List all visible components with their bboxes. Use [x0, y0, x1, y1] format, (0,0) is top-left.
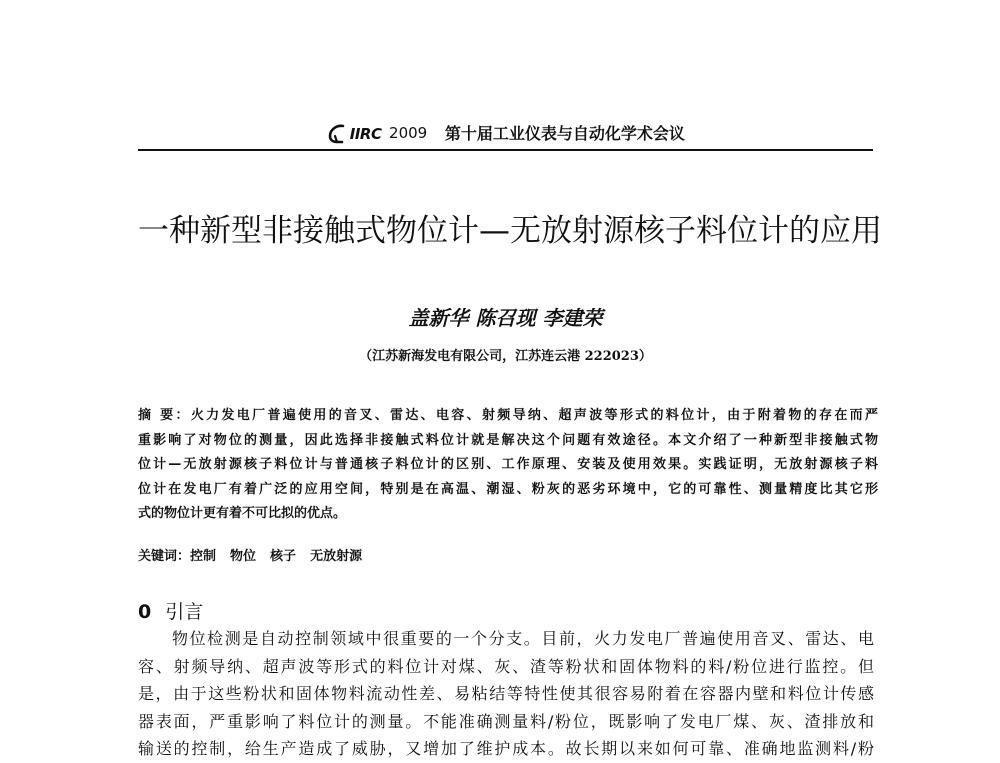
affiliation: （江苏新海发电有限公司，江苏连云港 222023） [359, 349, 652, 364]
section-heading [138, 598, 203, 626]
body-text [138, 625, 874, 763]
section-number: 0 [138, 601, 152, 623]
conference-logo-icon [326, 123, 348, 145]
running-header [138, 119, 873, 147]
body-line: 物位检测是自动控制领域中很重要的一个分支。目前，火力发电厂普遍使用音叉、雷达、电 [172, 629, 874, 648]
keyword-item: 控制 [190, 549, 217, 564]
header-year: 2009 [389, 124, 428, 143]
keywords-label: 关键词： [138, 549, 191, 564]
keywords [138, 544, 878, 570]
logo-text: IIRC [349, 124, 382, 143]
abstract-line: 位计—无放射源核子料位计与普通核子料位计的区别、工作原理、安装及使用效果。实践证明，无放射源核子料 [138, 457, 878, 472]
abstract [138, 404, 878, 527]
body-line: 容、射频导纳、超声波等形式的料位计对煤、灰、渣等粉状和固体物料的料/粉位进行监控。但 [138, 656, 874, 676]
keyword-item: 核子 [270, 549, 297, 564]
author-list: 盖新华 陈召现 李建荣 [408, 306, 603, 330]
abstract-line [138, 404, 878, 429]
header-rule [138, 149, 873, 151]
body-line: 器表面，严重影响了料位计的测量。不能准确测量料/粉位，既影响了发电厂煤、灰、渣排放和 [138, 711, 874, 731]
keyword-item: 物位 [230, 549, 257, 564]
abstract-line: 式的物位计更有着不可比拟的优点。 [138, 506, 347, 521]
abstract-label: 摘 要： [138, 408, 191, 423]
abstract-line: 重影响了对物位的测量，因此选择非接触式料位计就是解决这个问题有效途径。本文介绍了一种新型非接触式物 [138, 432, 878, 448]
conference-logo [326, 119, 427, 148]
conference-name: 第十届工业仪表与自动化学术会议 [444, 123, 685, 143]
body-line: 是，由于这些粉状和固体物料流动性差、易粘结等特性使其很容易附着在容器内壁和料位计传感 [138, 684, 874, 703]
section-title: 引言 [165, 601, 204, 623]
abstract-text: 火力发电厂普遍使用的音叉、雷达、电容、射频导纳、超声波等形式的料位计，由于附着物的存在而严 [190, 408, 878, 423]
keyword-item: 无放射源 [310, 549, 363, 564]
paper-title: 一种新型非接触式物位计—无放射源核子料位计的应用 [138, 213, 882, 249]
body-line: 输送的控制，给生产造成了威胁，又增加了维护成本。故长期以来如何可靠、准确地监测料/粉 [138, 739, 874, 758]
abstract-line: 位计在发电厂有着广泛的应用空间，特别是在高温、潮湿、粉灰的恶劣环境中，它的可靠性、测量精度比其它形 [138, 481, 878, 497]
